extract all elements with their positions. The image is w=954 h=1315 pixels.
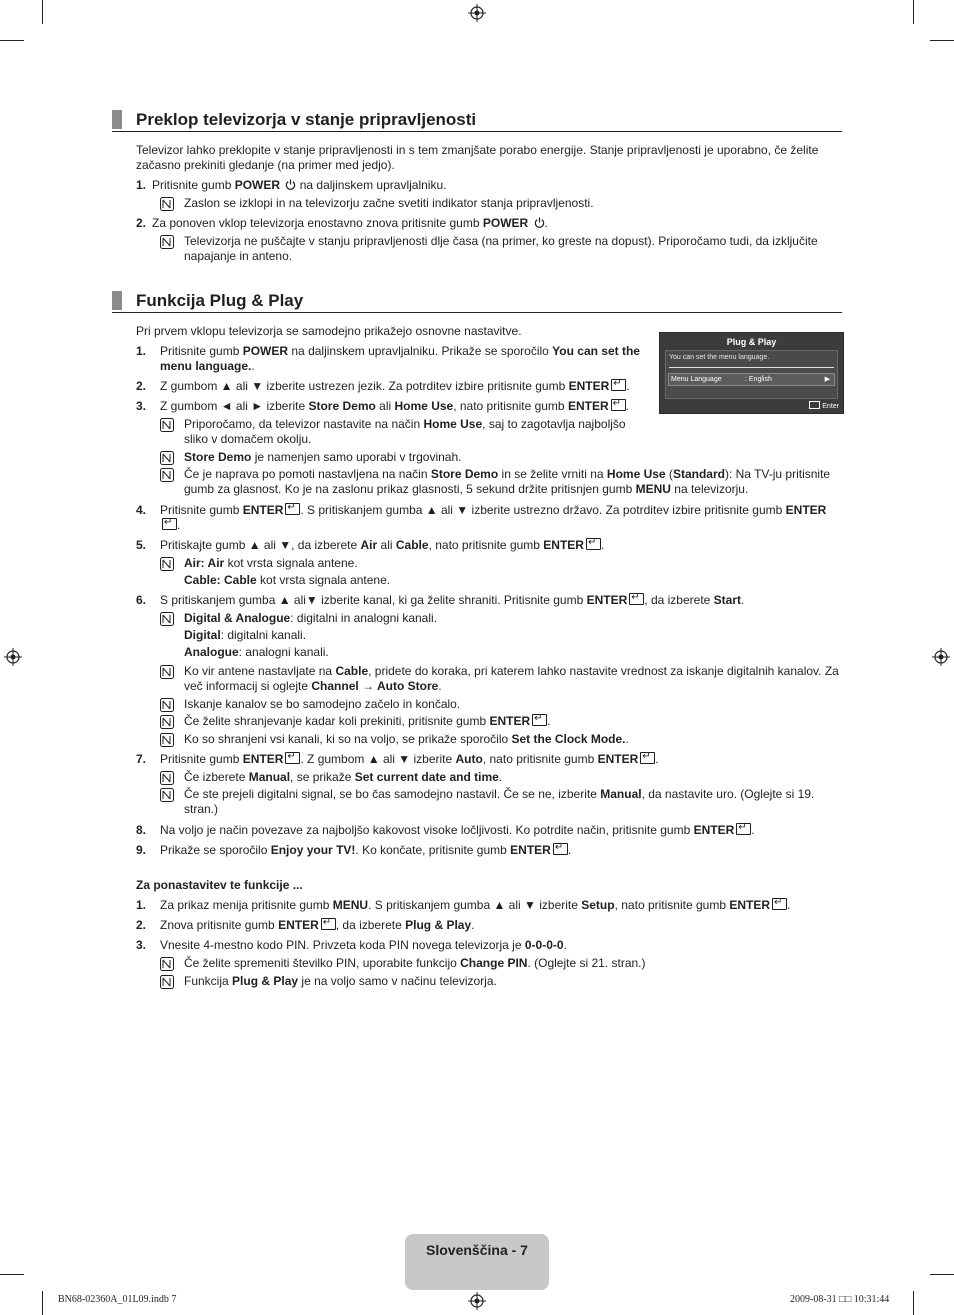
- registration-mark-icon: [4, 648, 22, 666]
- intro-paragraph: Pri prvem vklopu televizorja se samodejno prikažejo osnovne nastavitve.: [136, 324, 522, 338]
- crop-mark: [0, 1274, 24, 1275]
- enter-icon: [640, 752, 655, 764]
- note-icon: [160, 197, 174, 211]
- note-icon: [160, 557, 174, 571]
- page-label: Slovenščina - 7: [426, 1242, 528, 1258]
- power-icon: [534, 217, 545, 228]
- enter-icon: [321, 918, 336, 930]
- section-heading-plug-play: [112, 291, 842, 313]
- osd-title: Plug & Play: [726, 337, 777, 347]
- enter-icon: [586, 538, 601, 550]
- print-slug-right: 2009-08-31 □□ 10:31:44: [790, 1294, 890, 1305]
- power-icon: [285, 179, 296, 190]
- note-icon: [160, 612, 174, 626]
- crop-mark: [930, 1274, 954, 1275]
- enter-icon: [611, 379, 626, 391]
- osd-divider: [669, 367, 834, 368]
- note-icon: [160, 771, 174, 785]
- heading-bar: [112, 110, 122, 129]
- enter-icon: [285, 752, 300, 764]
- note-icon: [160, 733, 174, 747]
- page-number-tab: [405, 1234, 549, 1290]
- note-icon: [160, 788, 174, 802]
- crop-mark: [42, 0, 43, 24]
- note-icon: [160, 468, 174, 482]
- print-slug-left: BN68-02360A_01L09.indb 7: [58, 1294, 177, 1305]
- note-icon: [160, 451, 174, 465]
- section-title: Preklop televizorja v stanje pripravljenosti: [136, 110, 477, 129]
- note-icon: [160, 665, 174, 679]
- enter-icon: [629, 593, 644, 605]
- note-icon: [160, 715, 174, 729]
- subheading-reset: Za ponastavitev te funkcije ...: [136, 878, 303, 892]
- intro-paragraph: Televizor lahko preklopite v stanje pripravljenosti in s tem zmanjšate porabo energije. Stanje pripravljenosti je uporabno, če želite začasno prekiniti gledanje (na primer med jedjo).: [136, 143, 819, 172]
- osd-prompt: You can set the menu language.: [669, 354, 770, 361]
- crop-mark: [913, 0, 914, 24]
- enter-icon: [611, 399, 626, 411]
- osd-menu-language-row: Menu Language : English ▶: [668, 373, 835, 386]
- crop-mark: [913, 1291, 914, 1315]
- section-title: Funkcija Plug & Play: [136, 291, 304, 310]
- enter-icon: [772, 898, 787, 910]
- registration-mark-icon: [468, 1292, 486, 1310]
- note-icon: [160, 975, 174, 989]
- heading-bar: [112, 291, 122, 310]
- arrow-right-icon: ▶: [824, 376, 830, 383]
- section-heading-standby: [112, 110, 842, 132]
- crop-mark: [0, 40, 24, 41]
- enter-icon: [285, 503, 300, 515]
- crop-mark: [42, 1291, 43, 1315]
- enter-icon: [553, 843, 568, 855]
- osd-footer: Enter: [809, 401, 839, 411]
- registration-mark-icon: [932, 648, 950, 666]
- note-icon: [160, 235, 174, 249]
- enter-icon: [736, 823, 751, 835]
- note-icon: [160, 957, 174, 971]
- registration-mark-icon: [468, 4, 486, 22]
- note-icon: [160, 418, 174, 432]
- enter-icon: [532, 714, 547, 726]
- crop-mark: [930, 40, 954, 41]
- enter-icon: [162, 518, 177, 530]
- note-icon: [160, 698, 174, 712]
